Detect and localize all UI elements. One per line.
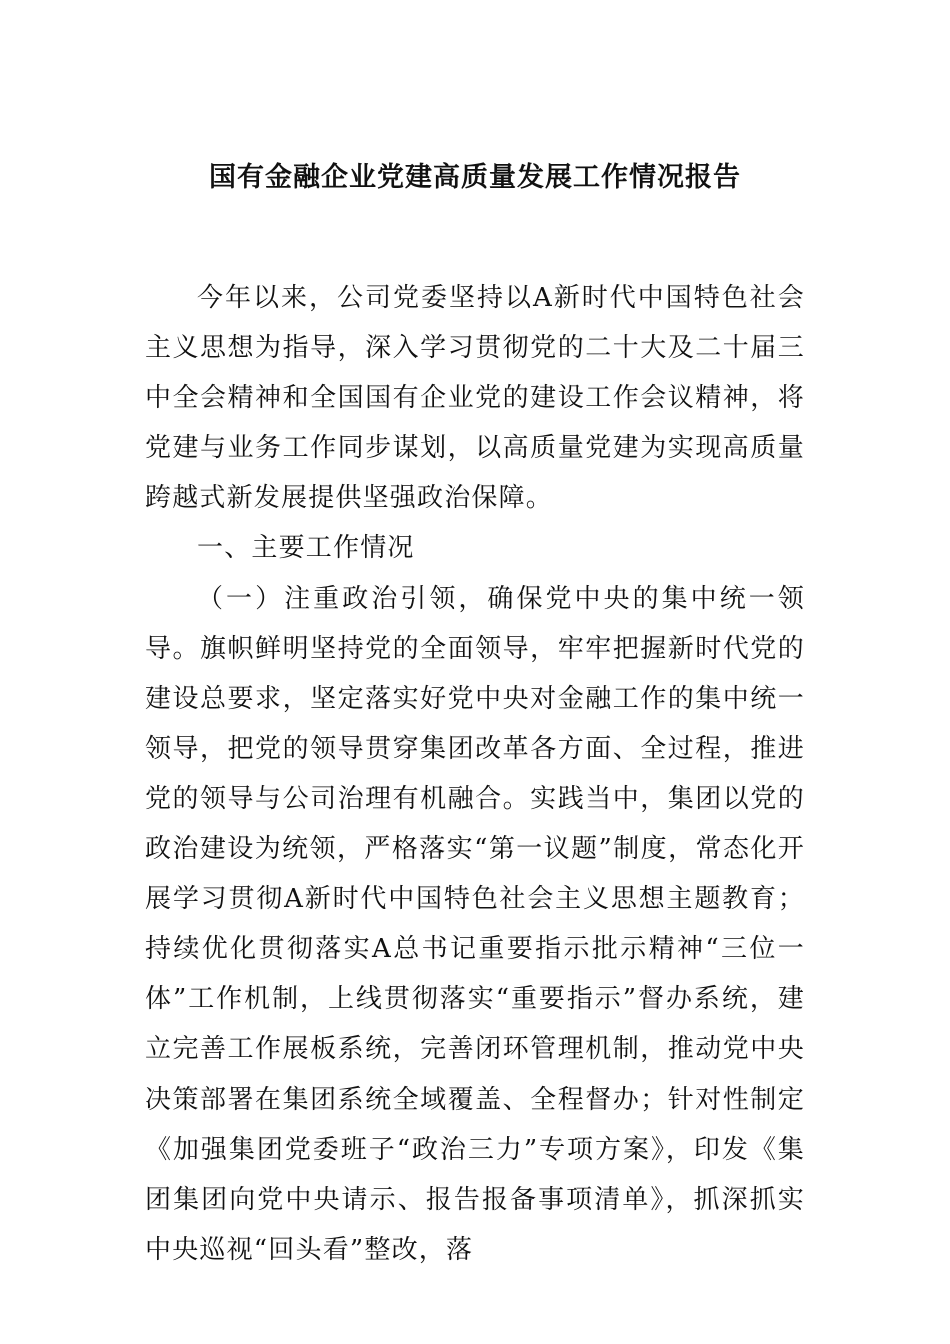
document-title: 国有金融企业党建高质量发展工作情况报告 bbox=[209, 162, 741, 193]
paragraph-intro: 今年以来，公司党委坚持以A新时代中国特色社会主义思想为指导，深入学习贯彻党的二十大及二十届三中全会精神和全国国有企业党的建设工作会议精神，将党建与业务工作同步谋划，以高质量党建为实现高质量跨越式新发展提供坚强政治保障。 bbox=[145, 283, 805, 514]
paragraph-section-1-1: （一）注重政治引领，确保党中央的集中统一领导。旗帜鲜明坚持党的全面领导，牢牢把握新时代党的建设总要求，坚定落实好党中央对金融工作的集中统一领导，把党的领导贯穿集团改革各方面、全过程，推进党的领导与公司治理有机融合。实践当中，集团以党的政治建设为统领，严格落实“第一议题”制度，常态化开展学习贯彻A新时代中国特色社会主义思想主题教育；持续优化贯彻落实A总书记重要指示批示精神“三位一体”工作机制，上线贯彻落实“重要指示”督办系统，建立完善工作展板系统，完善闭环管理机制，推动党中央决策部署在集团系统全域覆盖、全程督办；针对性制定《加强集团党委班子“政治三力”专项方案》，印发《集团集团向党中央请示、报告报备事项清单》，抓深抓实中央巡视“回头看”整改，落 bbox=[145, 583, 805, 1265]
section-heading-1: 一、主要工作情况 bbox=[197, 533, 415, 564]
document-body bbox=[145, 273, 805, 1275]
